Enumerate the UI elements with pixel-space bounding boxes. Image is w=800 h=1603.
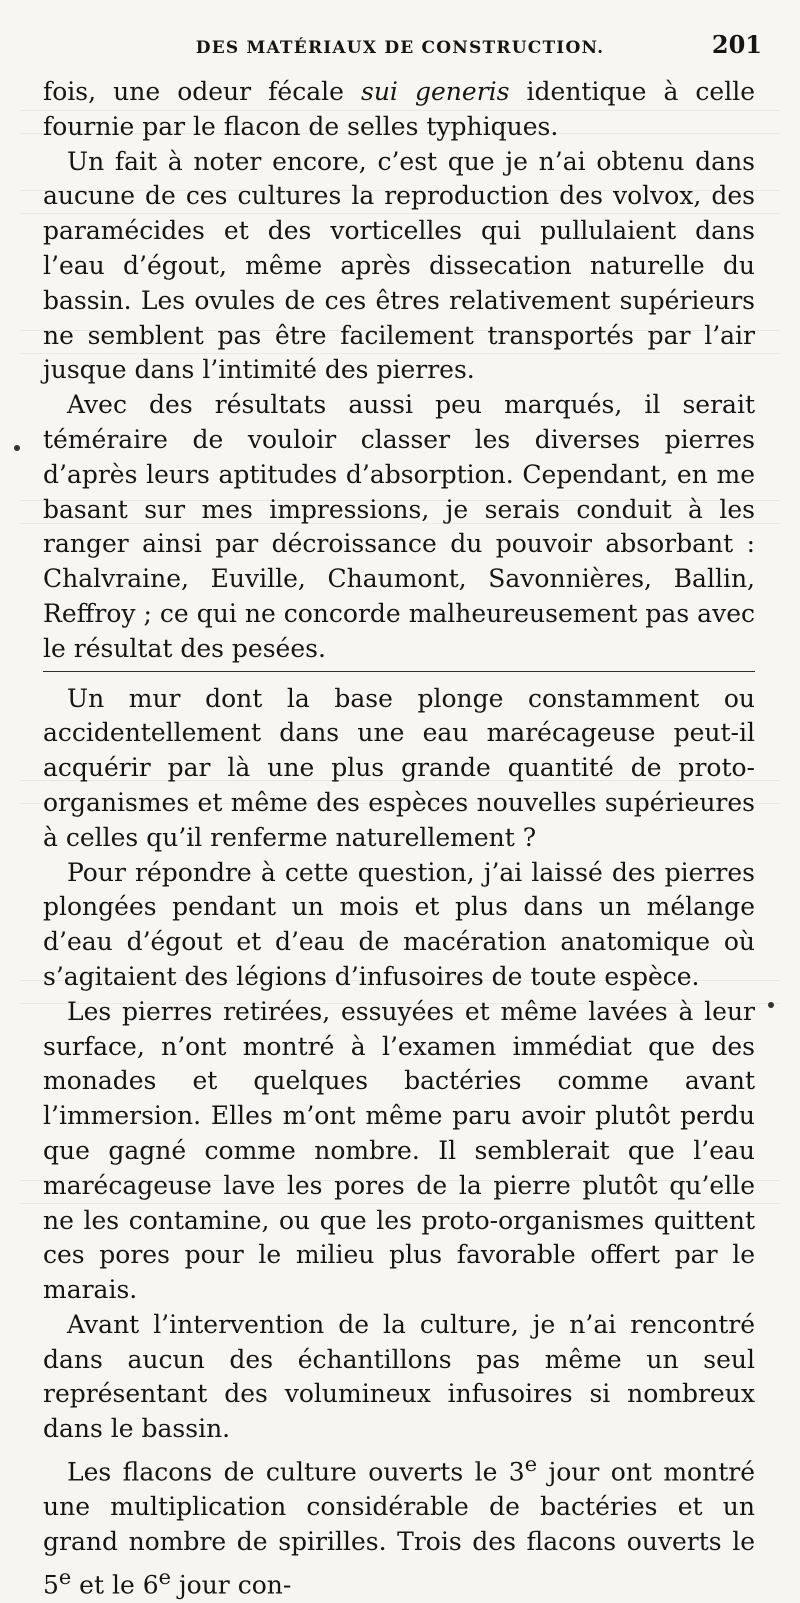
- paragraph-2: Un fait à noter encore, c’est que je n’ai obtenu dans aucune de ces cultures la reproduction des volvox, des paramécides et des vorticelles qui pullulaient dans l’eau d’égout, même après dissecation naturelle du bassin. Les ovules de ces êtres relativement supérieurs ne semblent pas être facilement transportés par l’air jusque dans l’intimité des pierres.: [43, 146, 755, 385]
- section-rule: [43, 671, 755, 672]
- page-number: 201: [711, 30, 762, 59]
- paragraph-7: Avant l’intervention de la culture, je n’ai rencontré dans aucun des échantillons pas même un seul représentant des volumineux infusoires si nombreux dans le bassin.: [43, 1309, 755, 1444]
- ink-speck: [768, 1002, 774, 1008]
- paragraph-3: Avec des résultats aussi peu marqués, il serait téméraire de vouloir classer les diverses pierres d’après leurs aptitudes d’absorption. Cependant, en me basant sur mes impressions, je serais conduit à les ranger ainsi par décroissance du pouvoir absorbant : Chalvraine, Euville, Chaumont, Savonnières, Ballin, Reffroy ; ce qui ne concorde malheureusement pas avec le résultat des pesées.: [43, 390, 755, 663]
- p8-text-a: Les flacons de culture ouverts le 3: [67, 1457, 525, 1487]
- paragraph-6: Les pierres retirées, essuyées et même lavées à leur surface, n’ont montré à l’examen immédiat que des monades et quelques bactéries comme avant l’immersion. Elles m’ont même paru avoir plutôt perdu que gagné comme nombre. Il semblerait que l’eau marécageuse lave les pores de la pierre plutôt qu’elle ne les contamine, ou que les proto-organismes quittent ces pores pour le milieu plus favorable offert par le marais.: [43, 996, 755, 1305]
- superscript-e: e: [524, 1452, 538, 1477]
- superscript-e: e: [158, 1564, 171, 1589]
- running-head: DES MATÉRIAUX DE CONSTRUCTION.: [195, 38, 605, 58]
- p8-text-c: et le 6: [71, 1570, 159, 1600]
- p1-text-end: identique à celle fournie par le flacon de selles typhiques.: [43, 77, 755, 141]
- paragraph-1: [43, 75, 755, 145]
- superscript-e: e: [58, 1564, 72, 1589]
- page-header: [30, 30, 770, 72]
- p8-text-b: jour ont montré une multiplication considérable de bactéries et un grand nombre de spirilles. Trois des flacons ouverts le 5: [43, 1457, 755, 1600]
- p8-text-d: jour con-: [170, 1570, 292, 1600]
- p1-italic: sui generis: [361, 77, 510, 106]
- ink-speck: [14, 445, 20, 451]
- p1-text: fois, une odeur fécale: [43, 77, 361, 106]
- paragraph-8: [43, 1447, 755, 1603]
- paragraph-4: Un mur dont la base plonge constamment ou accidentellement dans une eau marécageuse peut-il acquérir par là une plus grande quantité de proto-organismes et même des espèces nouvelles supérieures à celles qu’il renferme naturellement ?: [43, 683, 755, 852]
- main-text: [43, 75, 755, 1603]
- paragraph-5: Pour répondre à cette question, j’ai laissé des pierres plongées pendant un mois et plus dans un mélange d’eau d’égout et d’eau de macération anatomique où s’agitaient des légions d’infusoires de toute espèce.: [43, 857, 755, 991]
